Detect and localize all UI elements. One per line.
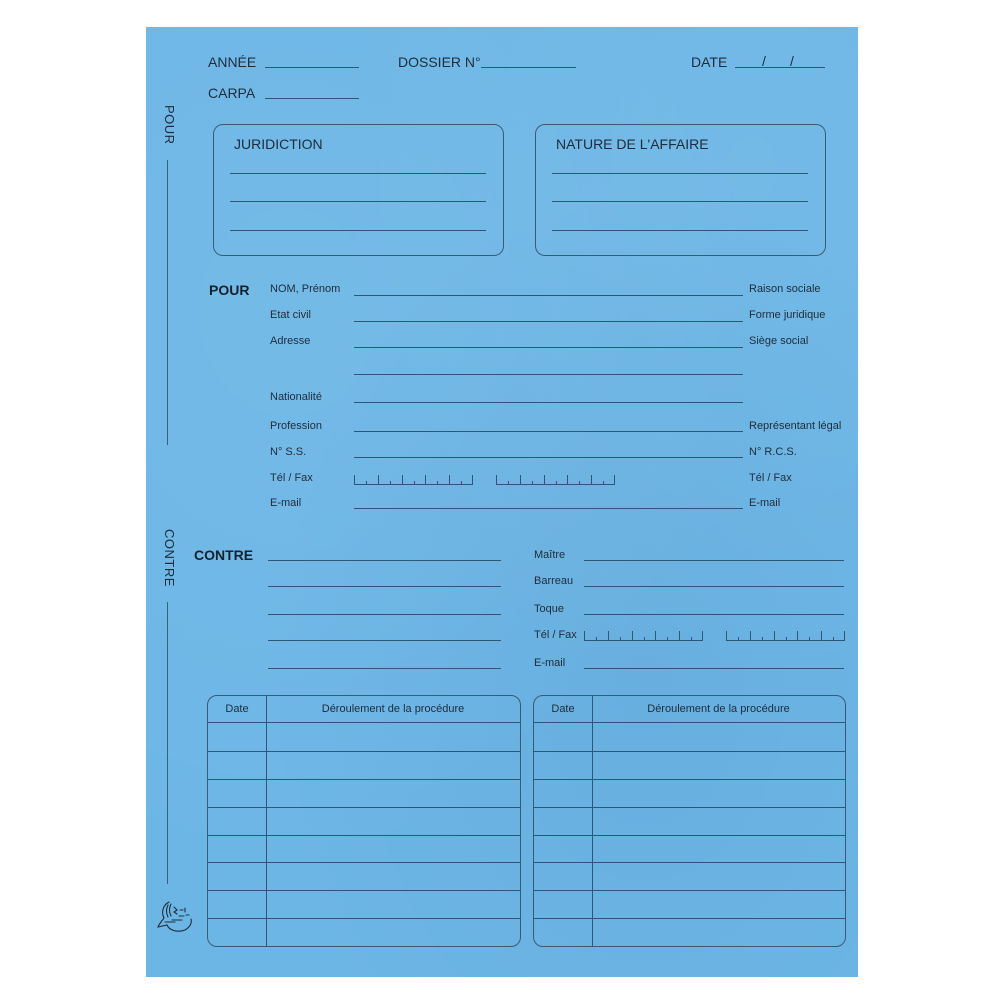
toque-field[interactable] <box>584 614 844 615</box>
nationalite-field[interactable] <box>354 402 743 403</box>
barreau-label: Barreau <box>534 575 574 587</box>
profession-field[interactable] <box>354 431 743 432</box>
table-row[interactable] <box>208 918 520 919</box>
contre-fax-field[interactable] <box>726 630 845 641</box>
table-row[interactable] <box>208 862 520 863</box>
side-tab-pour: POUR <box>162 105 177 145</box>
nature-affaire-box <box>535 124 826 256</box>
side-divider <box>167 160 168 445</box>
table-row[interactable] <box>208 890 520 891</box>
raison-sociale-label: Raison sociale <box>749 283 821 295</box>
brand-logo-icon <box>155 896 195 936</box>
contre-line[interactable] <box>268 640 501 641</box>
toque-label: Toque <box>534 603 564 615</box>
contre-tel-fax-label: Tél / Fax <box>534 629 577 641</box>
adresse-field-2[interactable] <box>354 374 743 375</box>
nationalite-label: Nationalité <box>270 391 322 403</box>
column-divider <box>266 696 267 946</box>
nature-affaire-title: NATURE DE L'AFFAIRE <box>556 136 709 152</box>
tel-fax-label-right: Tél / Fax <box>749 472 792 484</box>
num-ss-field[interactable] <box>354 457 743 458</box>
contre-email-label: E-mail <box>534 657 566 669</box>
etat-civil-field[interactable] <box>354 321 743 322</box>
siege-social-label: Siège social <box>749 335 809 347</box>
tel-field[interactable] <box>354 474 473 485</box>
table-row[interactable] <box>208 779 520 780</box>
col-header-procedure: Déroulement de la procédure <box>321 703 465 715</box>
table-row[interactable] <box>534 807 845 808</box>
table-row[interactable] <box>208 807 520 808</box>
contre-line[interactable] <box>268 560 501 561</box>
dossier-field[interactable] <box>481 67 576 68</box>
col-header-procedure: Déroulement de la procédure <box>647 703 790 715</box>
table-row[interactable] <box>534 779 845 780</box>
juridiction-title: JURIDICTION <box>234 136 323 152</box>
date-separator: / <box>762 53 766 69</box>
etat-civil-label: Etat civil <box>270 309 311 321</box>
num-ss-label: N° S.S. <box>270 446 307 458</box>
nature-affaire-line[interactable] <box>552 201 808 202</box>
juridiction-line[interactable] <box>230 201 486 202</box>
adresse-field[interactable] <box>354 347 743 348</box>
contre-line[interactable] <box>268 668 501 669</box>
email-field[interactable] <box>354 508 743 509</box>
forme-juridique-label: Forme juridique <box>749 309 826 321</box>
profession-label: Profession <box>270 420 322 432</box>
table-row[interactable] <box>208 751 520 752</box>
representant-legal-label: Représentant légal <box>749 420 842 432</box>
table-row[interactable] <box>208 835 520 836</box>
nom-prenom-label: NOM, Prénom <box>270 283 341 295</box>
num-rcs-label: N° R.C.S. <box>749 446 797 458</box>
contre-line[interactable] <box>268 614 501 615</box>
procedure-table-left <box>207 695 521 947</box>
contre-tel-field[interactable] <box>584 630 703 641</box>
contre-email-field[interactable] <box>584 668 844 669</box>
maitre-label: Maître <box>534 549 566 561</box>
date-field[interactable] <box>735 67 825 68</box>
adresse-label: Adresse <box>270 335 311 347</box>
folder-sheet <box>146 27 858 977</box>
col-header-date: Date <box>551 703 575 715</box>
fax-field[interactable] <box>496 474 615 485</box>
table-row[interactable] <box>534 835 845 836</box>
table-row[interactable] <box>534 862 845 863</box>
annee-label: ANNÉE <box>208 54 257 70</box>
date-separator: / <box>790 53 794 69</box>
side-divider <box>167 602 168 884</box>
contre-line[interactable] <box>268 586 501 587</box>
annee-field[interactable] <box>265 67 359 68</box>
email-label: E-mail <box>270 497 302 509</box>
juridiction-line[interactable] <box>230 173 486 174</box>
col-header-date: Date <box>225 703 249 715</box>
contre-title: CONTRE <box>194 547 254 563</box>
table-row[interactable] <box>534 918 845 919</box>
procedure-table-right <box>533 695 846 947</box>
pour-title: POUR <box>209 282 250 298</box>
table-row[interactable] <box>534 751 845 752</box>
column-divider <box>592 696 593 946</box>
juridiction-box <box>213 124 504 256</box>
table-row[interactable] <box>534 890 845 891</box>
maitre-field[interactable] <box>584 560 844 561</box>
nature-affaire-line[interactable] <box>552 230 808 231</box>
dossier-label: DOSSIER N° <box>398 54 481 70</box>
tel-fax-label: Tél / Fax <box>270 472 313 484</box>
carpa-field[interactable] <box>265 98 359 99</box>
nature-affaire-line[interactable] <box>552 173 808 174</box>
nom-prenom-field[interactable] <box>354 295 743 296</box>
email-label-right: E-mail <box>749 497 781 509</box>
juridiction-line[interactable] <box>230 230 486 231</box>
carpa-label: CARPA <box>208 85 256 101</box>
side-tab-contre: CONTRE <box>162 529 177 587</box>
barreau-field[interactable] <box>584 586 844 587</box>
date-label: DATE <box>691 54 728 70</box>
